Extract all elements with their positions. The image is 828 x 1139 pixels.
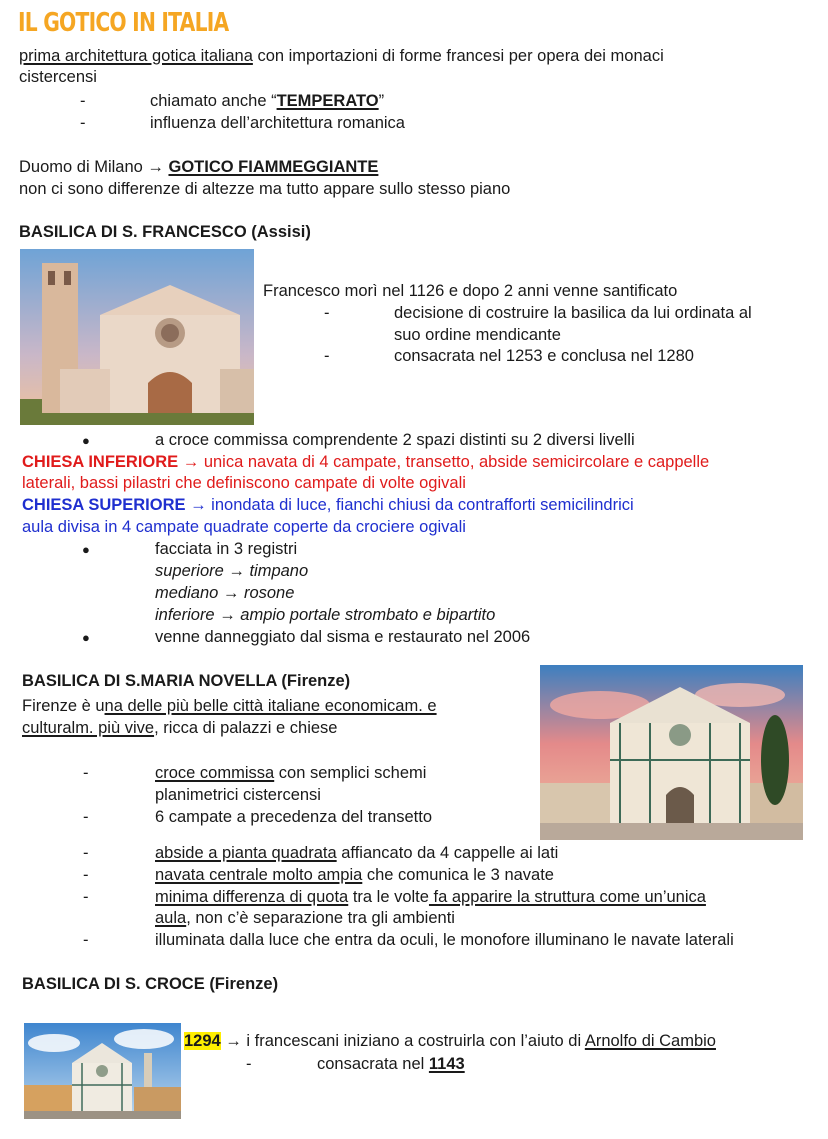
novella-detail-3: abside a pianta quadrata affiancato da 4 cappelle ai lati — [155, 844, 559, 862]
francesco-detail-2: consacrata nel 1253 e conclusa nel 1280 — [394, 347, 694, 365]
dash-marker: - — [83, 931, 89, 949]
intro-bullet-romanica: influenza dell’architettura romanica — [150, 114, 405, 132]
dash-marker: - — [83, 866, 89, 884]
dash-marker: - — [83, 888, 89, 906]
registro-mediano: mediano → rosone — [155, 584, 295, 602]
intro-line-1: prima architettura gotica italiana con importazioni di forme francesi per opera dei monaci — [19, 47, 664, 65]
novella-detail-6: illuminata dalla luce che entra da oculi, le monofore illuminano le navate laterali — [155, 931, 734, 949]
chiesa-superiore-line-1: CHIESA SUPERIORE → inondata di luce, fianchi chiusi da contrafforti semicilindrici — [22, 496, 634, 514]
chiesa-inferiore-line-1: CHIESA INFERIORE → unica navata di 4 campate, transetto, abside semicircolare e cappelle — [22, 453, 710, 471]
bullet-dot: ● — [82, 542, 90, 557]
croce-detail-1: consacrata nel 1143 — [317, 1055, 465, 1073]
dash-marker: - — [83, 764, 89, 782]
novella-detail-2: 6 campate a precedenza del transetto — [155, 808, 433, 826]
assisi-basilica-photo — [20, 249, 254, 425]
dash-marker: - — [80, 92, 86, 110]
page-title: IL GOTICO IN ITALIA — [18, 8, 229, 38]
novella-detail-5: minima differenza di quota tra le volte fa apparire la struttura come un’unica — [155, 888, 706, 906]
registro-superiore: superiore → timpano — [155, 562, 309, 580]
section-heading-croce: BASILICA DI S. CROCE (Firenze) — [22, 975, 279, 993]
section-heading-novella: BASILICA DI S.MARIA NOVELLA (Firenze) — [22, 672, 351, 690]
bullet-dot: ● — [82, 630, 90, 645]
novella-detail-5b: aula, non c’è separazione tra gli ambienti — [155, 909, 455, 927]
francesco-bullet-1: a croce commissa comprendente 2 spazi distinti su 2 diversi livelli — [155, 431, 635, 449]
dash-marker: - — [83, 844, 89, 862]
francesco-detail-1a: decisione di costruire la basilica da lui ordinata al — [394, 304, 752, 322]
novella-detail-1b: planimetrici cistercensi — [155, 786, 321, 804]
francesco-intro: Francesco morì nel 1126 e dopo 2 anni venne santificato — [263, 282, 678, 300]
dash-marker: - — [83, 808, 89, 826]
registro-inferiore: inferiore → ampio portale strombato e bipartito — [155, 606, 496, 624]
dash-marker: - — [246, 1055, 252, 1073]
francesco-detail-1b: suo ordine mendicante — [394, 326, 561, 344]
bullet-dot: ● — [82, 433, 90, 448]
intro-bullet-temperato: chiamato anche “TEMPERATO” — [150, 92, 385, 110]
novella-intro-line-1: Firenze è una delle più belle città italiane economicam. e — [22, 697, 437, 715]
chiesa-superiore-line-2: aula divisa in 4 campate quadrate coperte da crociere ogivali — [22, 518, 466, 536]
novella-detail-4: navata centrale molto ampia che comunica le 3 navate — [155, 866, 554, 884]
novella-intro-line-2: culturalm. più vive, ricca di palazzi e chiese — [22, 719, 338, 737]
section-heading-francesco: BASILICA DI S. FRANCESCO (Assisi) — [19, 223, 311, 241]
croce-line-1: 1294 → i francescani iniziano a costruirla con l’aiuto di Arnolfo di Cambio — [184, 1032, 716, 1050]
milano-line-2: non ci sono differenze di altezze ma tutto appare sullo stesso piano — [19, 180, 511, 198]
dash-marker: - — [324, 304, 330, 322]
francesco-bullet-3: venne danneggiato dal sisma e restaurato nel 2006 — [155, 628, 531, 646]
milano-line-1: Duomo di Milano → GOTICO FIAMMEGGIANTE — [19, 158, 379, 176]
chiesa-inferiore-line-2: laterali, bassi pilastri che definiscono campate di volte ogivali — [22, 474, 466, 492]
santa-maria-novella-photo — [540, 665, 803, 840]
dash-marker: - — [324, 347, 330, 365]
francesco-bullet-2: facciata in 3 registri — [155, 540, 298, 558]
highlighted-year: 1294 — [184, 1032, 221, 1050]
intro-line-2: cistercensi — [19, 68, 97, 86]
dash-marker: - — [80, 114, 86, 132]
santa-croce-photo — [24, 1023, 181, 1119]
novella-detail-1: croce commissa con semplici schemi — [155, 764, 427, 782]
